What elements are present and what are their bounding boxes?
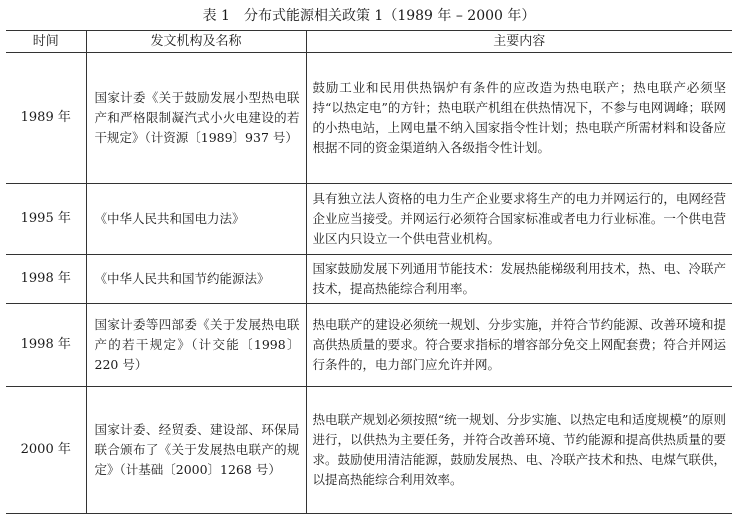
cell-org: 国家计委、经贸委、建设部、环保局联合颁布了《关于发展热电联产的规定》（计基础〔2000〕1268 号）: [86, 387, 306, 514]
cell-year: 1998 年: [6, 255, 86, 304]
cell-content: 鼓励工业和民用供热锅炉有条件的应改造为热电联产；热电联产必须坚持“以热定电”的方针；热电联产机组在供热情况下，不参与电网调峰；联网的小热电站，上网电量不纳入国家指令性计划；热电联产所需材料和设备应根据不同的资金渠道纳入各级指令性计划。: [306, 53, 732, 184]
table-caption: 表 1 分布式能源相关政策 1（1989 年 – 2000 年）: [202, 8, 536, 24]
cell-year: 1989 年: [6, 53, 86, 184]
cell-org: 国家计委《关于鼓励发展小型热电联产和严格限制凝汽式小火电建设的若干规定》（计资源〔1989〕937 号）: [86, 53, 306, 184]
cell-year: 1998 年: [6, 304, 86, 387]
cell-year: 2000 年: [6, 387, 86, 514]
table-row: [6, 184, 732, 255]
table-row: [6, 304, 732, 387]
table-row: [6, 255, 732, 304]
header-time: 时间: [6, 31, 86, 53]
header-org: 发文机构及名称: [86, 31, 306, 53]
cell-content: 具有独立法人资格的电力生产企业要求将生产的电力并网运行的，电网经营企业应当接受。并网运行必须符合国家标准或者电力行业标准。一个供电营业区内只设立一个供电营业机构。: [306, 184, 732, 255]
cell-year: 1995 年: [6, 184, 86, 255]
header-row: [6, 31, 732, 53]
cell-content: 国家鼓励发展下列通用节能技术：发展热能梯级利用技术，热、电、冷联产技术，提高热能综合利用率。: [306, 255, 732, 304]
policy-table: [6, 30, 732, 514]
table-row: [6, 53, 732, 184]
cell-content: 热电联产的建设必须统一规划、分步实施，并符合节约能源、改善环境和提高供热质量的要求。符合要求指标的增容部分免交上网配套费；符合并网运行条件的，电力部门应允许并网。: [306, 304, 732, 387]
cell-org: 国家计委等四部委《关于发展热电联产的若干规定》（计交能〔1998〕220 号）: [86, 304, 306, 387]
table-row: [6, 387, 732, 514]
cell-content: 热电联产规划必须按照“统一规划、分步实施、以热定电和适度规模”的原则进行，以供热为主要任务，并符合改善环境、节约能源和提高供热质量的要求。鼓励使用清洁能源，鼓励发展热、电、冷联产技术和热、电煤气联供，以提高热能综合利用效率。: [306, 387, 732, 514]
cell-org: 《中华人民共和国电力法》: [86, 184, 306, 255]
header-content: 主要内容: [306, 31, 732, 53]
cell-org: 《中华人民共和国节约能源法》: [86, 255, 306, 304]
